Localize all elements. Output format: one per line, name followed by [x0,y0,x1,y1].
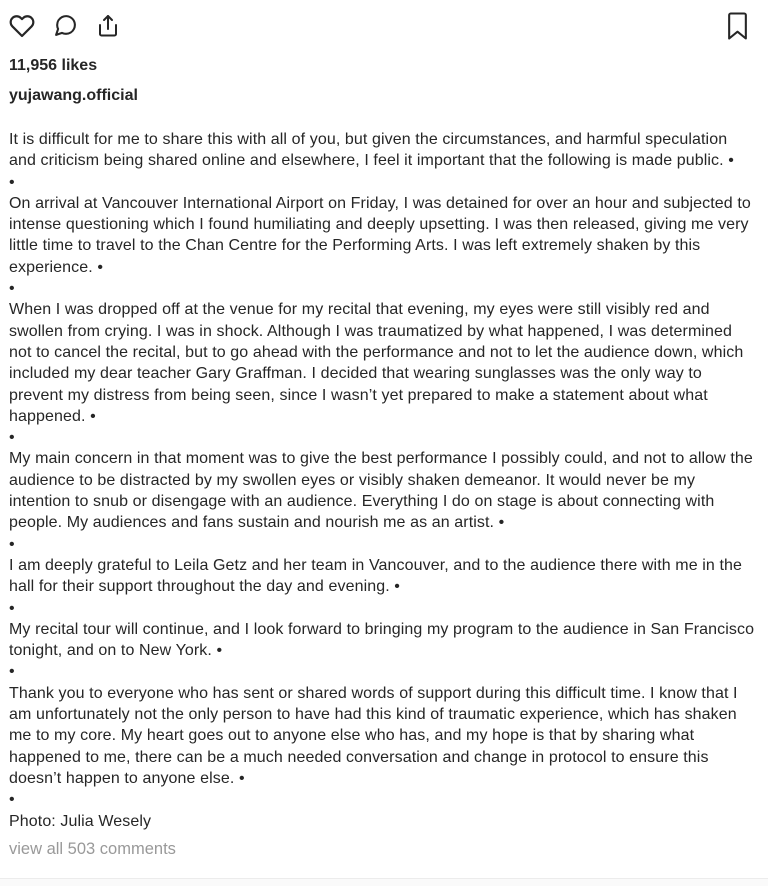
heart-icon [9,13,35,42]
caption-separator: • [9,791,15,809]
caption-separator: • [9,599,15,617]
comment-icon [53,13,78,41]
caption-separator: • [9,429,15,447]
action-bar-left [9,13,120,42]
caption-paragraph: It is difficult for me to share this with all of you, but given the circumstances, and harmful speculation and criticism being shared online and elsewhere, I feel it important that the following is made public. • [9,131,734,170]
like-button[interactable] [9,13,35,42]
caption-photo-credit: Photo: Julia Wesely [9,812,152,830]
caption-separator: • [9,535,15,553]
likes-count[interactable]: 11,956 likes [9,57,98,74]
caption-separator: • [9,280,15,298]
caption-paragraph: Thank you to everyone who has sent or shared words of support during this difficult time. I know that I am unfortunately not the only person to have had this kind of traumatic experience, which has shaken me to my core. My heart goes out to anyone else who has, and my hope is that by sharing what happened to me, there can be a much needed conversation and change in protocol to ensure this doesn’t happen to anyone else. • [9,684,738,787]
post-caption [9,129,758,832]
caption-paragraph: When I was dropped off at the venue for my recital that evening, my eyes were still visibly red and swollen from crying. I was in shock. Although I was traumatized by what happened, I was determined not to cancel the recital, but to go ahead with the performance and not to let the audience down, which included my dear teacher Gary Graffman. I decided that wearing sunglasses was the only way to prevent my distress from being seen, since I wasn’t yet prepared to make a statement about what happened. • [9,301,744,425]
caption-paragraph: My main concern in that moment was to give the best performance I possibly could, and not to allow the audience to be distracted by my swollen eyes or visibly shaken demeanor. It would never be my intention to snub or disengage with an audience. Everything I do on stage is about connecting with people. My audiences and fans sustain and nourish me as an artist. • [9,450,753,532]
caption-separator: • [9,663,15,681]
save-button[interactable] [725,11,750,44]
share-button[interactable] [96,14,120,41]
action-bar [9,8,758,44]
bookmark-icon [725,11,750,44]
caption-paragraph: My recital tour will continue, and I look forward to bringing my program to the audience in San Francisco tonight, and on to New York. • [9,620,755,660]
share-icon [96,14,120,41]
comment-button[interactable] [53,13,78,41]
view-all-comments-link[interactable]: view all 503 comments [9,839,176,858]
caption-paragraph: On arrival at Vancouver International Airport on Friday, I was detained for over an hour and subjected to intense questioning which I found humiliating and deeply upsetting. I was then released, giving me very little time to travel to the Chan Centre for the Performing Arts. I was left extremely shaken by this experience. • [9,194,751,276]
username-link[interactable]: yujawang.official [9,87,138,104]
caption-separator: • [9,173,15,191]
caption-paragraph: I am deeply grateful to Leila Getz and her team in Vancouver, and to the audience there with me in the hall for their support throughout the day and evening. • [9,556,743,596]
comment-section-divider [0,878,768,886]
